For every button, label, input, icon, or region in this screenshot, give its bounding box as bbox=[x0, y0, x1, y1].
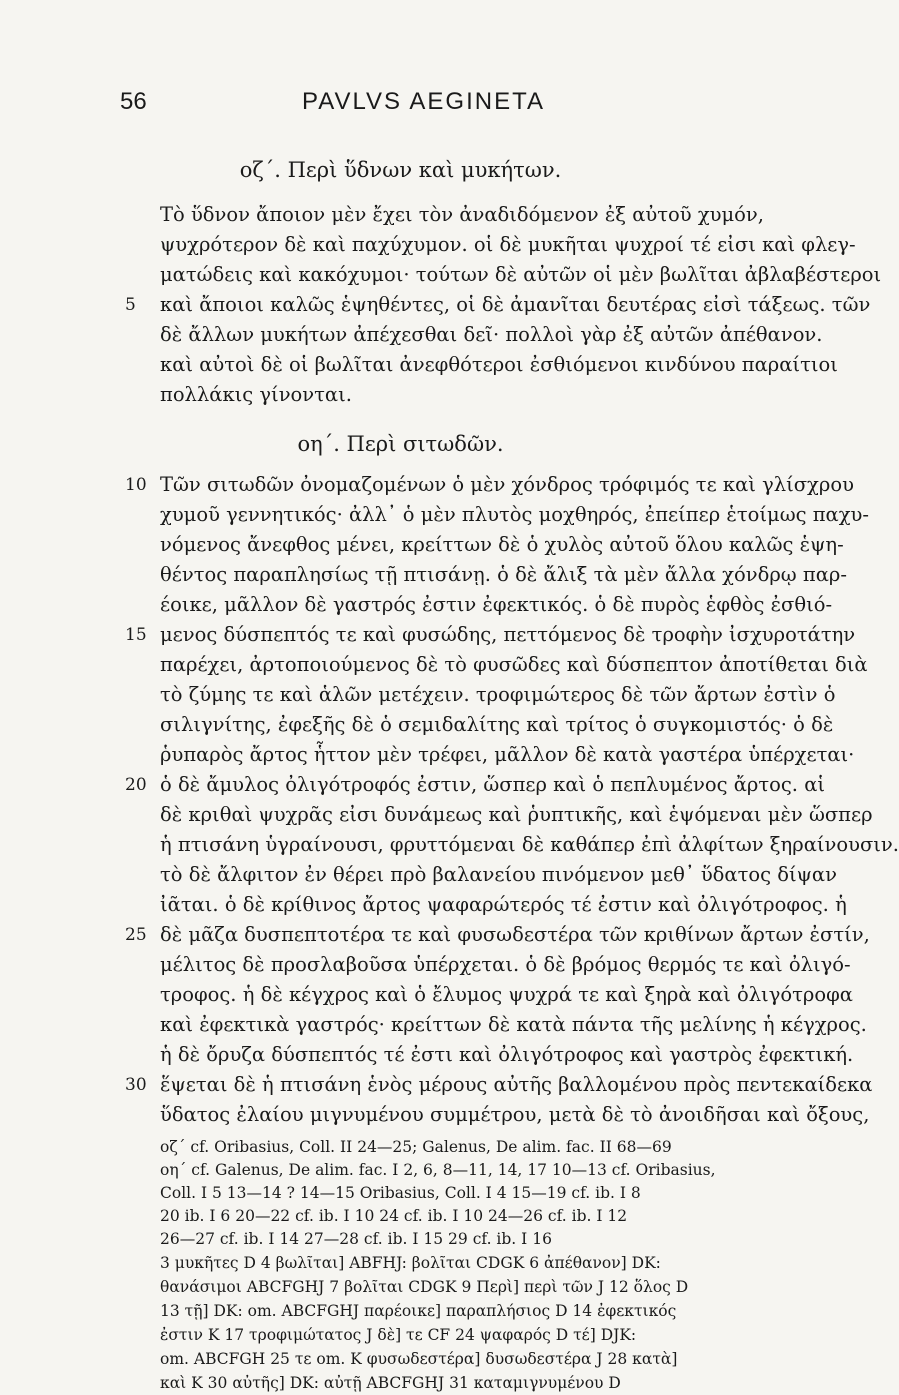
apparatus-line: om. ABCFGH 25 τε om. K φυσωδεστέρα] δυσωδεστέρα J 28 κατὰ] bbox=[160, 1350, 678, 1368]
text-line: παρέχει, ἀρτοποιούμενος δὲ τὸ φυσῶδες καὶ δύσπεπτον ἀποτίθεται διὰ bbox=[160, 653, 868, 676]
text-line: ματώδεις καὶ κακόχυμοι· τούτων δὲ αὐτῶν οἱ μὲν βωλῖται ἀβλαβέστεροι bbox=[160, 263, 882, 286]
running-title: PAVLVS AEGINETA bbox=[302, 88, 545, 115]
sources-line: Coll. I 5 13—14 ? 14—15 Oribasius, Coll. I 4 15—19 cf. ib. I 8 bbox=[160, 1184, 641, 1202]
line-number: 15 bbox=[125, 625, 147, 645]
apparatus-line: 3 μυκῆτες D 4 βωλῖται] ABFHJ: βολῖται CDGK 6 ἀπέθανον] DK: bbox=[160, 1254, 661, 1272]
text-line: ψυχρότερον δὲ καὶ παχύχυμον. οἱ δὲ μυκῆται ψυχροί τέ εἰσι καὶ φλεγ- bbox=[160, 233, 856, 256]
text-line: καὶ ἄποιοι καλῶς ἑψηθέντες, οἱ δὲ ἀμανῖται δευτέρας εἰσὶ τάξεως. τῶν bbox=[160, 293, 871, 316]
sources-line: 26—27 cf. ib. I 14 27—28 cf. ib. I 15 29 cf. ib. I 16 bbox=[160, 1230, 552, 1248]
section-heading-77: οζ΄. Περὶ ὕδνων καὶ μυκήτων. bbox=[239, 158, 562, 182]
text-line: τὸ ζύμης τε καὶ ἁλῶν μετέχειν. τροφιμώτερος δὲ τῶν ἄρτων ἐστὶν ὁ bbox=[160, 683, 836, 706]
line-number: 10 bbox=[125, 475, 147, 495]
text-line: ἡ δὲ ὄρυζα δύσπεπτός τέ ἐστι καὶ ὀλιγότροφος καὶ γαστρὸς ἐφεκτική. bbox=[160, 1043, 854, 1066]
text-line: νόμενος ἄνεφθος μένει, κρείττων δὲ ὁ χυλὸς αὐτοῦ ὅλου καλῶς ἑψη- bbox=[160, 533, 844, 556]
text-line: ὕδατος ἐλαίου μιγνυμένου συμμέτρου, μετὰ δὲ τὸ ἀνοιδῆσαι καὶ ὄξους, bbox=[160, 1103, 870, 1126]
line-number: 20 bbox=[125, 775, 147, 795]
section-heading-78: οη΄. Περὶ σιτωδῶν. bbox=[297, 432, 504, 456]
page-number: 56 bbox=[120, 88, 147, 115]
sources-line: 20 ib. I 6 20—22 cf. ib. I 10 24 cf. ib. I 10 24—26 cf. ib. I 12 bbox=[160, 1207, 628, 1225]
text-line: χυμοῦ γεννητικός· ἀλλ᾽ ὁ μὲν πλυτὸς μοχθηρός, ἐπείπερ ἑτοίμως παχυ- bbox=[160, 503, 869, 526]
text-line: Τὸ ὕδνον ἄποιον μὲν ἔχει τὸν ἀναδιδόμενον ἐξ αὐτοῦ χυμόν, bbox=[160, 203, 764, 226]
apparatus-line: θανάσιμοι ABCFGHJ 7 βολῖται CDGK 9 Περὶ] περὶ τῶν J 12 ὅλος D bbox=[160, 1278, 689, 1296]
text-line: σιλιγνίτης, ἐφεξῆς δὲ ὁ σεμιδαλίτης καὶ τρίτος ὁ συγκομιστός· ὁ δὲ bbox=[160, 713, 834, 736]
text-line: ἡ πτισάνη ὑγραίνουσι, φρυττόμεναι δὲ καθάπερ ἐπὶ ἀλφίτων ξηραίνουσιν. bbox=[160, 833, 899, 856]
text-line: καὶ αὐτοὶ δὲ οἱ βωλῖται ἀνεφθότεροι ἐσθιόμενοι κινδύνου παραίτιοι bbox=[160, 353, 838, 376]
apparatus-line: ἐστιν K 17 τροφιμώτατος J δὲ] τε CF 24 ψαφαρός D τέ] DJK: bbox=[160, 1326, 637, 1344]
line-number: 5 bbox=[125, 295, 136, 315]
text-line: ἕψεται δὲ ἡ πτισάνη ἑνὸς μέρους αὐτῆς βαλλομένου πρὸς πεντεκαίδεκα bbox=[160, 1073, 873, 1096]
text-line: μενος δύσπεπτός τε καὶ φυσώδης, πεττόμενος δὲ τροφὴν ἰσχυροτάτην bbox=[160, 623, 856, 646]
text-line: δὲ μᾶζα δυσπεπτοτέρα τε καὶ φυσωδεστέρα τῶν κριθίνων ἄρτων ἐστίν, bbox=[160, 923, 870, 946]
text-line: Τῶν σιτωδῶν ὀνομαζομένων ὁ μὲν χόνδρος τρόφιμός τε καὶ γλίσχρου bbox=[160, 473, 854, 496]
text-line: ῥυπαρὸς ἄρτος ἧττον μὲν τρέφει, μᾶλλον δὲ κατὰ γαστέρα ὑπέρχεται· bbox=[160, 743, 855, 766]
text-line: πολλάκις γίνονται. bbox=[160, 383, 352, 406]
text-line: δὲ ἄλλων μυκήτων ἀπέχεσθαι δεῖ· πολλοὶ γὰρ ἐξ αὐτῶν ἀπέθανον. bbox=[160, 323, 823, 346]
sources-line: οζ΄ cf. Oribasius, Coll. II 24—25; Galenus, De alim. fac. II 68—69 bbox=[160, 1138, 672, 1156]
line-number: 25 bbox=[125, 925, 147, 945]
text-line: τροφος. ἡ δὲ κέγχρος καὶ ὁ ἔλυμος ψυχρά τε καὶ ξηρὰ καὶ ὀλιγότροφα bbox=[160, 983, 853, 1006]
text-line: ὁ δὲ ἄμυλος ὀλιγότροφός ἐστιν, ὥσπερ καὶ ὁ πεπλυμένος ἄρτος. αἱ bbox=[160, 773, 826, 796]
text-line: δὲ κριθαὶ ψυχρᾶς εἰσι δυνάμεως καὶ ῥυπτικῆς, καὶ ἑψόμεναι μὲν ὥσπερ bbox=[160, 803, 873, 826]
sources-line: οη΄ cf. Galenus, De alim. fac. I 2, 6, 8—11, 14, 17 10—13 cf. Oribasius, bbox=[160, 1161, 716, 1179]
running-head bbox=[120, 88, 700, 118]
apparatus-line: καὶ K 30 αὐτῆς] DK: αὐτῇ ABCFGHJ 31 καταμιγνυμένου D bbox=[160, 1374, 621, 1392]
text-line: ἰᾶται. ὁ δὲ κρίθινος ἄρτος ψαφαρώτερός τέ ἐστιν καὶ ὀλιγότροφος. ἡ bbox=[160, 893, 847, 916]
text-line: τὸ δὲ ἄλφιτον ἐν θέρει πρὸ βαλανείου πινόμενον μεθ᾽ ὕδατος δίψαν bbox=[160, 863, 837, 886]
text-line: θέντος παραπλησίως τῇ πτισάνῃ. ὁ δὲ ἄλιξ τὰ μὲν ἄλλα χόνδρῳ παρ- bbox=[160, 563, 847, 586]
line-number: 30 bbox=[125, 1075, 147, 1095]
text-line: μέλιτος δὲ προσλαβοῦσα ὑπέρχεται. ὁ δὲ βρόμος θερμός τε καὶ ὀλιγό- bbox=[160, 953, 851, 976]
apparatus-line: 13 τῇ] DK: om. ABCFGHJ παρέοικε] παραπλήσιος D 14 ἐφεκτικός bbox=[160, 1302, 677, 1320]
text-line: καὶ ἐφεκτικὰ γαστρός· κρείττων δὲ κατὰ πάντα τῆς μελίνης ἡ κέγχρος. bbox=[160, 1013, 867, 1036]
text-line: έοικε, μᾶλλον δὲ γαστρός ἐστιν ἐφεκτικός. ὁ δὲ πυρὸς ἑφθὸς ἐσθιό- bbox=[160, 593, 833, 616]
